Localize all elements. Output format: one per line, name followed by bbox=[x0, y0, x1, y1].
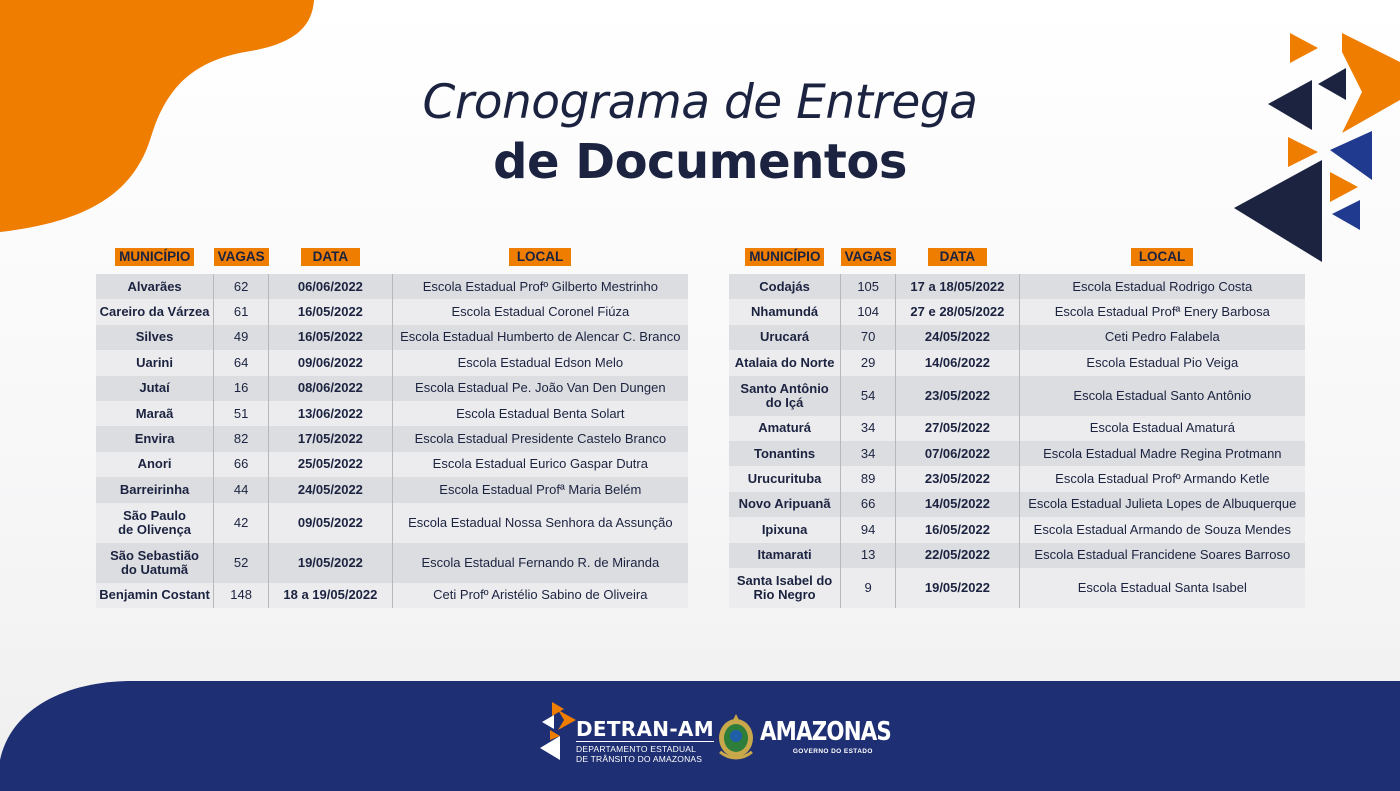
table-body bbox=[729, 274, 1305, 608]
table-row bbox=[96, 503, 688, 543]
table-row bbox=[729, 517, 1305, 542]
cell-municipio: Maraã bbox=[96, 401, 214, 426]
cell-vagas: 13 bbox=[841, 543, 896, 568]
table-row bbox=[729, 350, 1305, 375]
cell-data: 18 a 19/05/2022 bbox=[269, 583, 393, 608]
cell-vagas: 16 bbox=[214, 376, 269, 401]
cell-data: 09/06/2022 bbox=[269, 350, 393, 375]
cell-municipio: Careiro da Várzea bbox=[96, 299, 214, 324]
cell-municipio: Alvarães bbox=[96, 274, 214, 299]
table-row bbox=[729, 376, 1305, 416]
cell-local: Escola Estadual Benta Solart bbox=[392, 401, 688, 426]
table-row bbox=[96, 325, 688, 350]
table-row bbox=[729, 325, 1305, 350]
cell-data: 23/05/2022 bbox=[896, 466, 1019, 491]
cell-municipio: Silves bbox=[96, 325, 214, 350]
cell-municipio: Santo Antônio do Içá bbox=[729, 376, 841, 416]
cell-vagas: 89 bbox=[841, 466, 896, 491]
cell-municipio: Uarini bbox=[96, 350, 214, 375]
cell-vagas: 42 bbox=[214, 503, 269, 543]
cell-municipio: Atalaia do Norte bbox=[729, 350, 841, 375]
cell-vagas: 34 bbox=[841, 416, 896, 441]
table-row bbox=[96, 543, 688, 583]
table-row bbox=[96, 299, 688, 324]
title-block bbox=[300, 72, 1100, 190]
cell-data: 17/05/2022 bbox=[269, 426, 393, 451]
cell-vagas: 105 bbox=[841, 274, 896, 299]
cell-municipio: Santa Isabel do Rio Negro bbox=[729, 568, 841, 608]
cell-vagas: 51 bbox=[214, 401, 269, 426]
table-header bbox=[729, 244, 1305, 274]
cell-data: 08/06/2022 bbox=[269, 376, 393, 401]
table-row bbox=[96, 401, 688, 426]
table-row bbox=[96, 350, 688, 375]
table-row bbox=[96, 452, 688, 477]
cell-local: Escola Estadual Edson Melo bbox=[392, 350, 688, 375]
cell-vagas: 64 bbox=[214, 350, 269, 375]
cell-local: Escola Estadual Profª Enery Barbosa bbox=[1019, 299, 1305, 324]
cell-vagas: 94 bbox=[841, 517, 896, 542]
detran-subtitle-line1: DEPARTAMENTO ESTADUAL bbox=[576, 744, 697, 754]
cell-local: Escola Estadual Nossa Senhora da Assunção bbox=[392, 503, 688, 543]
table-row bbox=[729, 416, 1305, 441]
schedule-table-left bbox=[96, 244, 688, 608]
table-row bbox=[96, 426, 688, 451]
cell-municipio: Novo Aripuanã bbox=[729, 492, 841, 517]
table-row bbox=[96, 274, 688, 299]
cell-data: 17 a 18/05/2022 bbox=[896, 274, 1019, 299]
cell-local: Escola Estadual Santa Isabel bbox=[1019, 568, 1305, 608]
table-row bbox=[96, 376, 688, 401]
cell-municipio: Ipixuna bbox=[729, 517, 841, 542]
cell-data: 19/05/2022 bbox=[896, 568, 1019, 608]
cell-data: 16/05/2022 bbox=[269, 299, 393, 324]
cell-local: Escola Estadual Profº Armando Ketle bbox=[1019, 466, 1305, 491]
cell-data: 13/06/2022 bbox=[269, 401, 393, 426]
cell-vagas: 82 bbox=[214, 426, 269, 451]
amazonas-subtitle: GOVERNO DO ESTADO bbox=[792, 748, 873, 755]
cell-local: Ceti Profº Aristélio Sabino de Oliveira bbox=[392, 583, 688, 608]
cell-municipio: Amaturá bbox=[729, 416, 841, 441]
cell-local: Escola Estadual Rodrigo Costa bbox=[1019, 274, 1305, 299]
cell-municipio: Envira bbox=[96, 426, 214, 451]
cell-vagas: 44 bbox=[214, 477, 269, 502]
column-header-data: DATA bbox=[928, 248, 988, 266]
cell-vagas: 104 bbox=[841, 299, 896, 324]
cell-municipio: São Paulo de Olivença bbox=[96, 503, 214, 543]
cell-local: Ceti Pedro Falabela bbox=[1019, 325, 1305, 350]
cell-municipio: Jutaí bbox=[96, 376, 214, 401]
column-header-vagas: VAGAS bbox=[214, 248, 269, 266]
cell-local: Escola Estadual Julieta Lopes de Albuquerque bbox=[1019, 492, 1305, 517]
column-header-local: LOCAL bbox=[1131, 248, 1194, 266]
cell-vagas: 49 bbox=[214, 325, 269, 350]
cell-local: Escola Estadual Coronel Fiúza bbox=[392, 299, 688, 324]
detran-name: DETRAN-AM bbox=[576, 717, 714, 741]
cell-local: Escola Estadual Eurico Gaspar Dutra bbox=[392, 452, 688, 477]
cell-vagas: 66 bbox=[841, 492, 896, 517]
cell-data: 19/05/2022 bbox=[269, 543, 393, 583]
cell-data: 16/05/2022 bbox=[896, 517, 1019, 542]
cell-municipio: Barreirinha bbox=[96, 477, 214, 502]
cell-local: Escola Estadual Profº Gilberto Mestrinho bbox=[392, 274, 688, 299]
cell-data: 14/05/2022 bbox=[896, 492, 1019, 517]
column-header-municipio: MUNICÍPIO bbox=[745, 248, 824, 266]
cell-local: Escola Estadual Francidene Soares Barroso bbox=[1019, 543, 1305, 568]
detran-subtitle-line2: DE TRÂNSITO DO AMAZONAS bbox=[576, 754, 703, 764]
cell-local: Escola Estadual Armando de Souza Mendes bbox=[1019, 517, 1305, 542]
cell-vagas: 34 bbox=[841, 441, 896, 466]
cell-municipio: Urucará bbox=[729, 325, 841, 350]
cell-municipio: São Sebastião do Uatumã bbox=[96, 543, 214, 583]
table-row bbox=[729, 299, 1305, 324]
amazonas-brand bbox=[760, 716, 920, 756]
amazonas-name: AMAZONAS bbox=[760, 717, 891, 747]
cell-data: 22/05/2022 bbox=[896, 543, 1019, 568]
page-title-line2: de Documentos bbox=[493, 134, 907, 190]
cell-vagas: 9 bbox=[841, 568, 896, 608]
cell-municipio: Urucurituba bbox=[729, 466, 841, 491]
cell-municipio: Benjamin Costant bbox=[96, 583, 214, 608]
cell-vagas: 29 bbox=[841, 350, 896, 375]
cell-vagas: 61 bbox=[214, 299, 269, 324]
cell-municipio: Codajás bbox=[729, 274, 841, 299]
cell-local: Escola Estadual Humberto de Alencar C. Branco bbox=[392, 325, 688, 350]
cell-vagas: 148 bbox=[214, 583, 269, 608]
table-header bbox=[96, 244, 688, 274]
cell-data: 23/05/2022 bbox=[896, 376, 1019, 416]
cell-data: 14/06/2022 bbox=[896, 350, 1019, 375]
cell-local: Escola Estadual Pio Veiga bbox=[1019, 350, 1305, 375]
cell-local: Escola Estadual Santo Antônio bbox=[1019, 376, 1305, 416]
cell-local: Escola Estadual Fernando R. de Miranda bbox=[392, 543, 688, 583]
cell-data: 07/06/2022 bbox=[896, 441, 1019, 466]
detran-logo-icon bbox=[538, 700, 578, 760]
page-title-line1: Cronograma de Entrega bbox=[422, 75, 978, 130]
cell-local: Escola Estadual Amaturá bbox=[1019, 416, 1305, 441]
cell-data: 24/05/2022 bbox=[896, 325, 1019, 350]
column-header-data: DATA bbox=[301, 248, 361, 266]
cell-data: 27/05/2022 bbox=[896, 416, 1019, 441]
cell-local: Escola Estadual Presidente Castelo Branco bbox=[392, 426, 688, 451]
cell-local: Escola Estadual Profª Maria Belém bbox=[392, 477, 688, 502]
cell-vagas: 70 bbox=[841, 325, 896, 350]
cell-data: 24/05/2022 bbox=[269, 477, 393, 502]
table-row bbox=[729, 543, 1305, 568]
table-body bbox=[96, 274, 688, 608]
column-header-vagas: VAGAS bbox=[841, 248, 896, 266]
cell-vagas: 62 bbox=[214, 274, 269, 299]
table-row bbox=[729, 492, 1305, 517]
table-row bbox=[96, 477, 688, 502]
cell-data: 09/05/2022 bbox=[269, 503, 393, 543]
detran-brand bbox=[576, 718, 714, 764]
cell-local: Escola Estadual Madre Regina Protmann bbox=[1019, 441, 1305, 466]
cell-data: 27 e 28/05/2022 bbox=[896, 299, 1019, 324]
schedule-table-right bbox=[729, 244, 1305, 608]
cell-data: 06/06/2022 bbox=[269, 274, 393, 299]
cell-local: Escola Estadual Pe. João Van Den Dungen bbox=[392, 376, 688, 401]
cell-municipio: Anori bbox=[96, 452, 214, 477]
table-row bbox=[729, 274, 1305, 299]
cell-vagas: 54 bbox=[841, 376, 896, 416]
table-row bbox=[729, 568, 1305, 608]
column-header-local: LOCAL bbox=[509, 248, 572, 266]
cell-municipio: Itamarati bbox=[729, 543, 841, 568]
cell-municipio: Nhamundá bbox=[729, 299, 841, 324]
table-row bbox=[96, 583, 688, 608]
column-header-municipio: MUNICÍPIO bbox=[115, 248, 194, 266]
cell-data: 16/05/2022 bbox=[269, 325, 393, 350]
detran-subtitle bbox=[576, 741, 714, 764]
cell-data: 25/05/2022 bbox=[269, 452, 393, 477]
table-row bbox=[729, 441, 1305, 466]
cell-municipio: Tonantins bbox=[729, 441, 841, 466]
cell-vagas: 52 bbox=[214, 543, 269, 583]
cell-vagas: 66 bbox=[214, 452, 269, 477]
table-row bbox=[729, 466, 1305, 491]
